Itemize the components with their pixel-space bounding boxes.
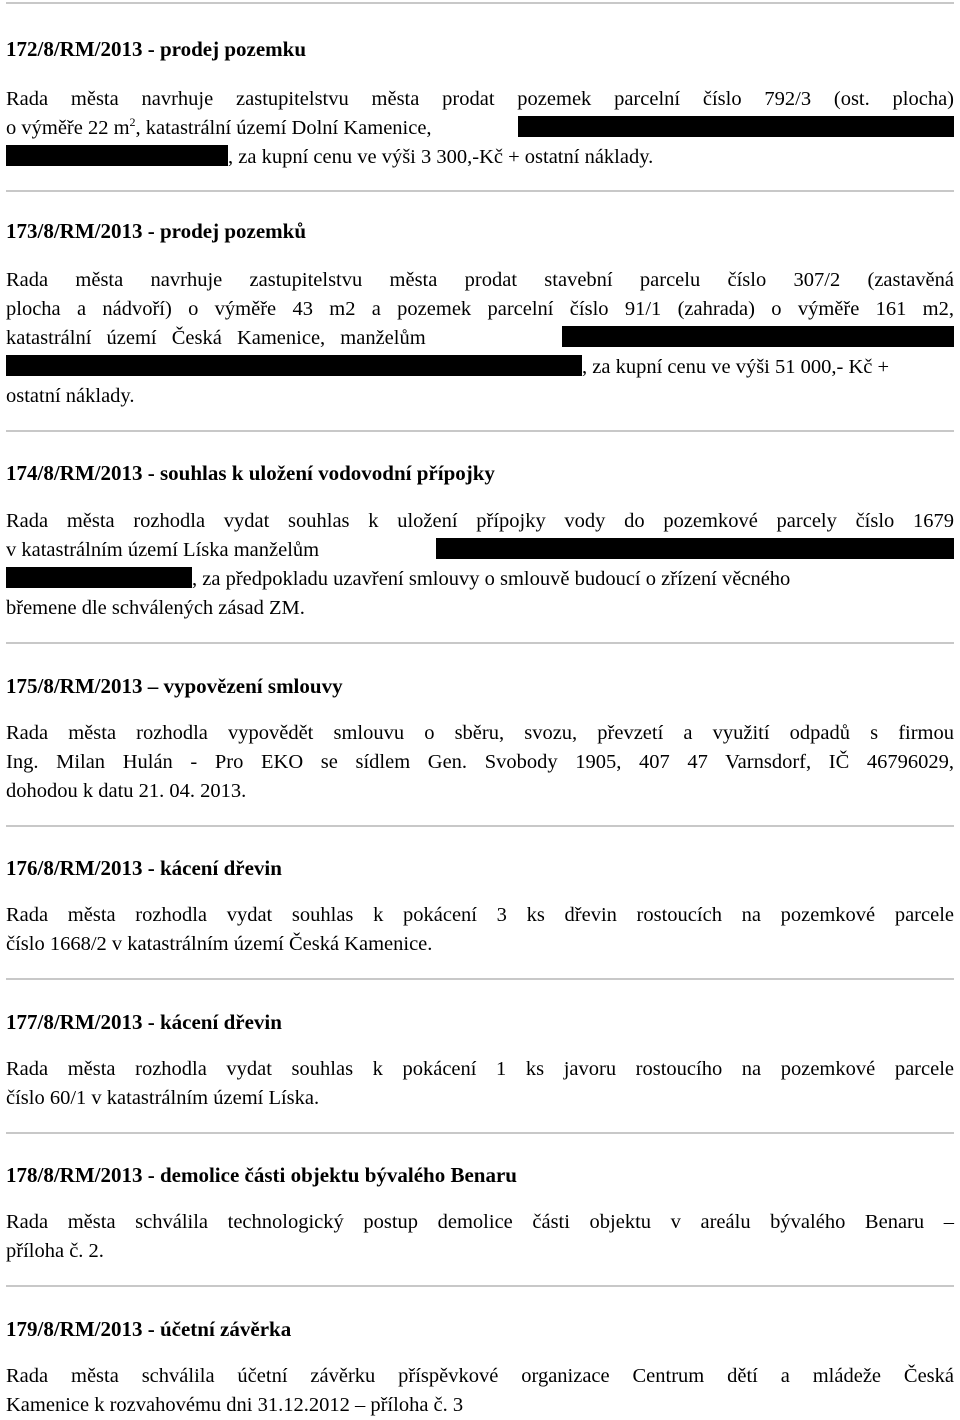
resolution-text-line: číslo 60/1 v katastrálním území Líska.: [6, 1087, 320, 1109]
area-superscript: 2: [129, 115, 136, 129]
condition-text: , za předpokladu uzavření smlouvy o smlouvě budoucí o zřízení věcného: [192, 568, 791, 590]
section-divider: [6, 1285, 954, 1287]
resolution-heading-175: 175/8/RM/2013 – vypovězení smlouvy: [6, 674, 343, 698]
resolution-text-line: Ing. Milan Hulán - Pro EKO se sídlem Gen. Svobody 1905, 407 47 Varnsdorf, IČ 46796029,: [6, 751, 954, 773]
resolution-text-line: příloha č. 2.: [6, 1240, 104, 1262]
redaction-bar: [436, 538, 954, 559]
resolution-text-line: Rada města rozhodla vydat souhlas k uložení přípojky vody do pozemkové parcely číslo 1679: [6, 510, 954, 532]
resolution-text-line: ostatní náklady.: [6, 385, 135, 407]
owners-text: katastrální území Česká Kamenice, manželům: [6, 327, 426, 349]
section-divider: [6, 642, 954, 644]
resolution-text-line: Kamenice k rozvahovému dni 31.12.2012 – příloha č. 3: [6, 1394, 464, 1416]
resolution-text-line: břemene dle schválených zásad ZM.: [6, 597, 305, 619]
resolution-heading-174: 174/8/RM/2013 - souhlas k uložení vodovodní přípojky: [6, 461, 495, 485]
section-divider: [6, 190, 954, 192]
resolution-text-line: dohodou k datu 21. 04. 2013.: [6, 780, 247, 802]
section-divider: [6, 430, 954, 432]
resolution-text-line: [6, 355, 954, 379]
resolution-text-line: v katastrálním území Líska manželům: [6, 539, 320, 561]
resolution-text-line: Rada města navrhuje zastupitelstvu města prodat pozemek parcelní číslo 792/3 (ost. plocha): [6, 88, 954, 110]
redaction-bar: [518, 116, 954, 137]
resolution-text-line: Rada města schválila účetní závěrku příspěvkové organizace Centrum dětí a mládeže Česká: [6, 1365, 954, 1387]
redaction-bar: [6, 355, 582, 376]
resolution-heading-179: 179/8/RM/2013 - účetní závěrka: [6, 1317, 292, 1341]
resolution-text-line: Rada města rozhodla vypovědět smlouvu o sběru, svozu, převzetí a využití odpadů s firmou: [6, 722, 954, 744]
price-text: , za kupní cenu ve výši 3 300,-Kč + ostatní náklady.: [228, 146, 654, 168]
resolution-heading-177: 177/8/RM/2013 - kácení dřevin: [6, 1010, 282, 1034]
resolution-heading-172: 172/8/RM/2013 - prodej pozemku: [6, 37, 307, 61]
cadastral-text: , katastrální území Dolní Kamenice,: [135, 117, 432, 139]
resolution-text-line: Rada města navrhuje zastupitelstvu města prodat stavební parcelu číslo 307/2 (zastavěná: [6, 269, 954, 291]
resolution-text-line: Rada města rozhodla vydat souhlas k pokácení 1 ks javoru rostoucího na pozemkové parcele: [6, 1058, 954, 1080]
redaction-bar: [6, 145, 228, 166]
resolution-text-line: plocha a nádvoří) o výměře 43 m2 a pozemek parcelní číslo 91/1 (zahrada) o výměře 161 m2,: [6, 298, 954, 320]
top-divider: [6, 2, 954, 4]
resolution-heading-173: 173/8/RM/2013 - prodej pozemků: [6, 219, 307, 243]
resolution-text-line: Rada města schválila technologický postup demolice části objektu v areálu bývalého Benaru –: [6, 1211, 954, 1233]
resolution-heading-178: 178/8/RM/2013 - demolice části objektu bývalého Benaru: [6, 1163, 517, 1187]
redaction-bar: [6, 567, 192, 588]
resolution-heading-176: 176/8/RM/2013 - kácení dřevin: [6, 856, 282, 880]
section-divider: [6, 825, 954, 827]
area-text: o výměře 22 m: [6, 117, 130, 139]
resolution-text-line: Rada města rozhodla vydat souhlas k pokácení 3 ks dřevin rostoucích na pozemkové parcele: [6, 904, 954, 926]
resolution-text-line: číslo 1668/2 v katastrálním území Česká Kamenice.: [6, 933, 433, 955]
resolution-text-line: [6, 567, 954, 591]
redaction-bar: [562, 326, 954, 347]
resolution-text-line: [6, 145, 954, 169]
price-text: , za kupní cenu ve výši 51 000,- Kč +: [582, 356, 890, 378]
section-divider: [6, 978, 954, 980]
section-divider: [6, 1132, 954, 1134]
